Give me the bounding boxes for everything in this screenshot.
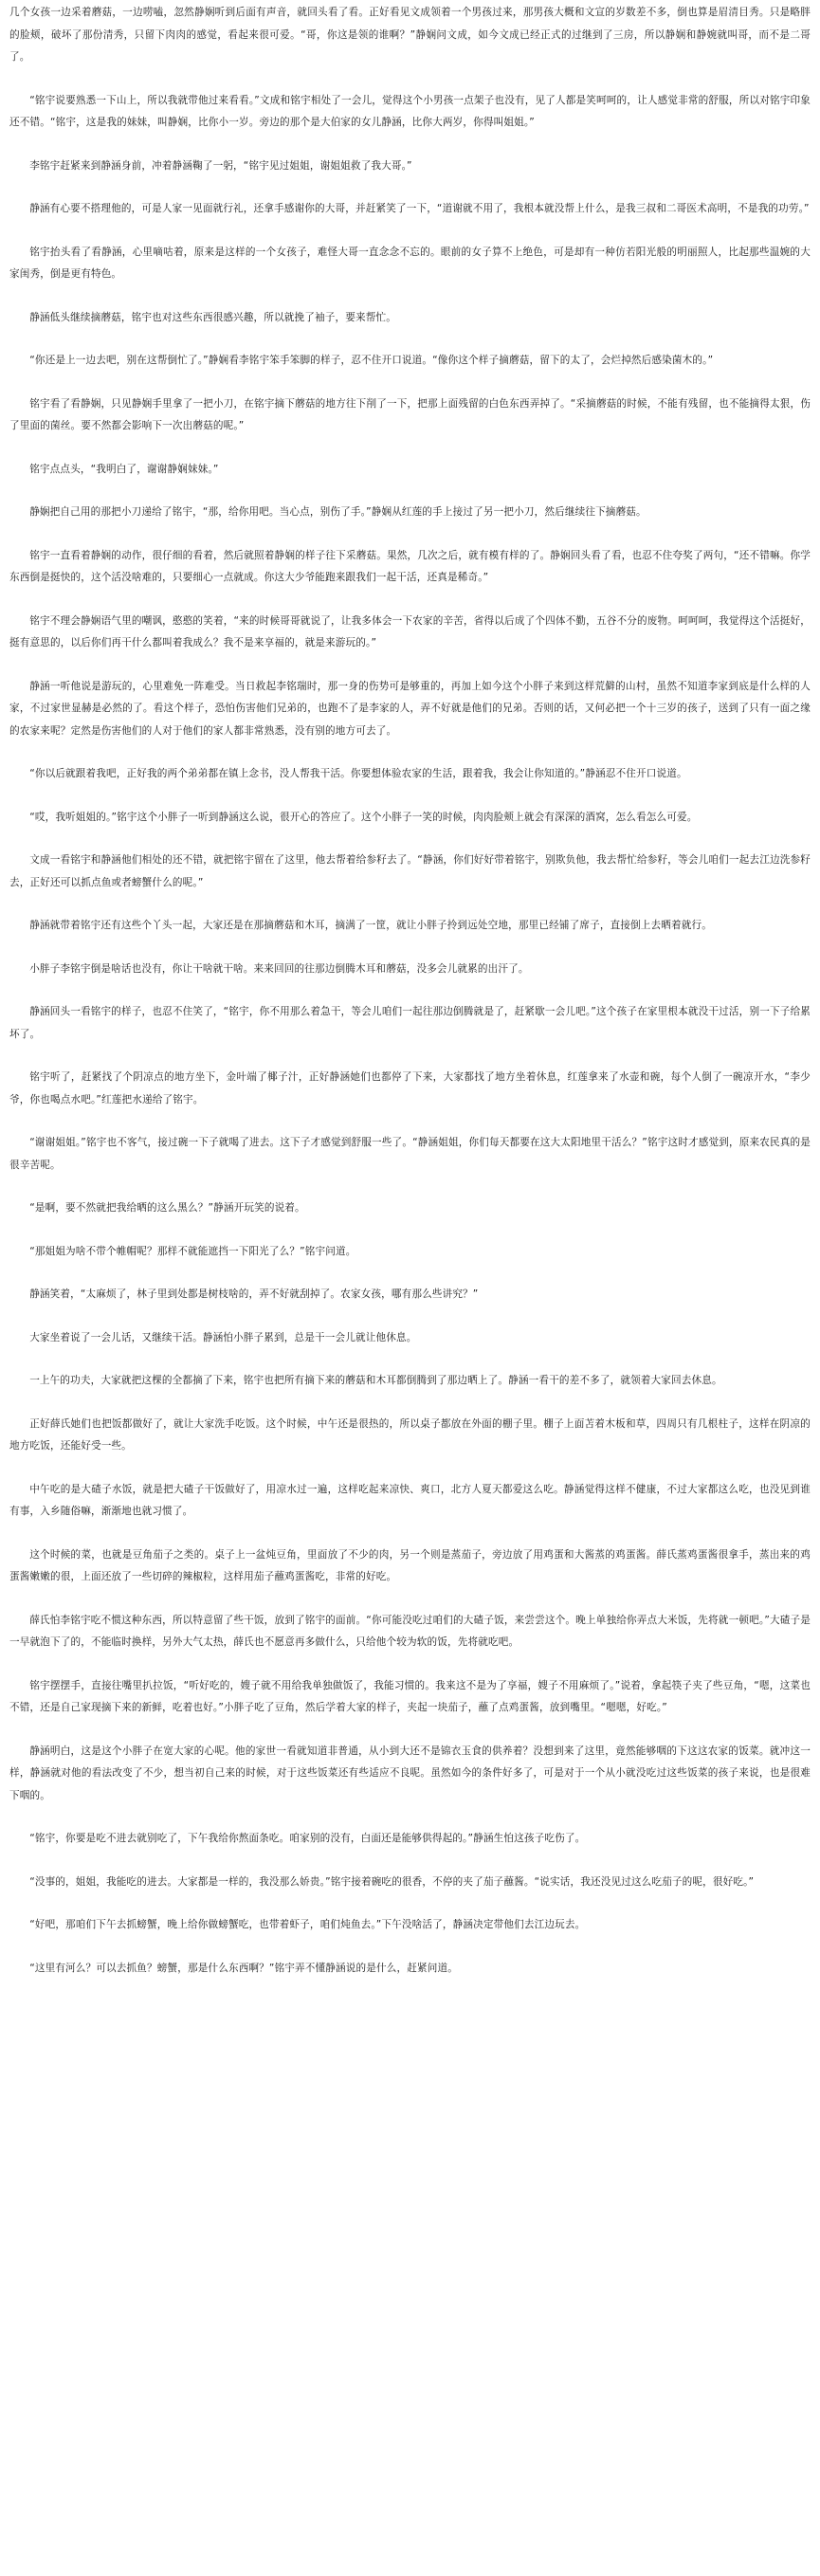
paragraph: “铭宇说要熟悉一下山上，所以我就带他过来看看。”文成和铭宇相处了一会儿，觉得这个小男孩一点架子也没有，见了人都是笑呵呵的，让人感觉非常的舒服，所以对铭宇印象还不错。“铭宇，这是我的妹妹，叫静娴，比你小一岁。旁边的那个是大伯家的女儿静涵，比你大两岁，你得叫姐姐。” — [9, 94, 811, 128]
paragraph: 李铭宇赶紧来到静涵身前，冲着静涵鞠了一躬，“铭宇见过姐姐，谢姐姐救了我大哥。” — [29, 159, 412, 172]
paragraph: 正好薛氏她们也把饭都做好了，就让大家洗手吃饭。这个时候，中午还是很热的，所以桌子都放在外面的棚子里。棚子上面苫着木板和草，四周只有几根柱子，这样在阴凉的地方吃饭，还能好受一些。 — [9, 1417, 811, 1452]
paragraph: 静涵笑着，“太麻烦了，林子里到处都是树枝啥的，弄不好就刮掉了。农家女孩，哪有那么些讲究？” — [29, 1288, 479, 1300]
paragraph: “谢谢姐姐。”铭宇也不客气，接过碗一下子就喝了进去。这下子才感觉到舒服一些了。“静涵姐姐，你们每天都要在这大太阳地里干活么？”铭宇这时才感觉到，原来农民真的是很辛苦呢。 — [9, 1137, 811, 1171]
paragraph: “铭宇，你要是吃不进去就别吃了，下午我给你熬面条吃。咱家别的没有，白面还是能够供得起的。”静涵生怕这孩子吃伤了。 — [29, 1833, 586, 1844]
paragraph: “哎，我听姐姐的。”铭宇这个小胖子一听到静涵这么说，很开心的答应了。这个小胖子一笑的时候，肉肉脸颊上就会有深深的酒窝，怎么看怎么可爱。 — [29, 811, 698, 823]
paragraph: 几个女孩一边采着蘑菇，一边唠嗑，忽然静娴听到后面有声音，就回头看了看。正好看见文成领着一个男孩过来，那男孩大概和文宣的岁数差不多，倒也算是眉清目秀。只是略胖的脸颊，破坏了那份清秀，只留下肉肉的感觉，看起来很可爱。“哥，你这是领的谁啊？”静娴问文成，如今文成已经正式的过继到了三房，所以静娴和静婉就叫哥，而不是二哥了。 — [9, 7, 811, 63]
paragraph: 静娴把自己用的那把小刀递给了铭宇，“那，给你用吧。当心点，别伤了手。”静娴从红莲的手上接过了另一把小刀，然后继续往下摘蘑菇。 — [29, 506, 647, 518]
paragraph: 铭宇听了，赶紧找了个阴凉点的地方坐下，金叶端了椰子汁，正好静涵她们也都停了下来，大家都找了地方坐着休息，红莲拿来了水壶和碗，每个人倒了一碗凉开水，“李少爷，你也喝点水吧。”红莲把水递给了铭宇。 — [9, 1071, 811, 1105]
paragraph: “是啊，要不然就把我给晒的这么黑么？”静涵开玩笑的说着。 — [29, 1202, 305, 1214]
paragraph: 这个时候的菜，也就是豆角茄子之类的。桌子上一盆炖豆角，里面放了不少的肉，另一个则是蒸茄子，旁边放了用鸡蛋和大酱蒸的鸡蛋酱。薛氏蒸鸡蛋酱很拿手，蒸出来的鸡蛋酱嫩嫩的很，上面还放了一些切碎的辣椒粒，这样用茄子蘸鸡蛋酱吃，非常的好吃。 — [9, 1548, 811, 1582]
paragraph: 铭宇不理会静娴语气里的嘲讽，憨憨的笑着，“来的时候哥哥就说了，让我多体会一下农家的辛苦，省得以后成了个四体不勤，五谷不分的废物。呵呵呵，我觉得这个活挺好，挺有意思的，以后你们再干什么都叫着我成么？我不是来享福的，就是来游玩的。” — [9, 614, 811, 649]
paragraph: 薛氏怕李铭宇吃不惯这种东西，所以特意留了些干饭，放到了铭宇的面前。“你可能没吃过咱们的大碴子饭，来尝尝这个。晚上单独给你弄点大米饭，先将就一顿吧。”大碴子是一早就泡下了的，不能临时换样，另外大气太热，薛氏也不愿意再多做什么，只给他个较为软的饭，先将就吃吧。 — [9, 1614, 811, 1648]
paragraph: 铭宇摆摆手，直接往嘴里扒拉饭，“听好吃的，嫂子就不用给我单独做饭了，我能习惯的。我来这不是为了享福，嫂子不用麻烦了。”说着，拿起筷子夹了些豆角，“嗯，这菜也不错，还是自己家现摘下来的新鲜，吃着也好。”小胖子吃了豆角，然后学着大家的样子，夹起一块茄子，蘸了点鸡蛋酱，放到嘴里。“嗯嗯，好吃。” — [9, 1679, 811, 1713]
paragraph: 一上午的功夫，大家就把这棵的全都摘了下来，铭宇也把所有摘下来的蘑菇和木耳都倒腾到了那边晒上了。静涵一看干的差不多了，就领着大家回去休息。 — [29, 1375, 722, 1386]
paragraph: 中午吃的是大碴子水饭，就是把大碴子干饭做好了，用凉水过一遍，这样吃起来凉快、爽口，北方人夏天都爱这么吃。静涵觉得这样不健康，不过大家都这么吃，也没见到谁有事，入乡随俗嘛，渐渐地也就习惯了。 — [9, 1483, 811, 1517]
paragraph: “这里有河么？可以去抓鱼？螃蟹，那是什么东西啊？”铭宇弄不懂静涵说的是什么，赶紧问道。 — [29, 1962, 458, 1974]
paragraph: 静涵低头继续摘蘑菇，铭宇也对这些东西很感兴趣，所以就挽了袖子，要来帮忙。 — [29, 311, 396, 323]
paragraph: 静涵就带着铭宇还有这些个丫头一起，大家还是在那摘蘑菇和木耳，摘满了一筐，就让小胖子拎到远处空地，那里已经铺了席子，直接倒上去晒着就行。 — [29, 920, 713, 931]
paragraph: 铭宇点点头，“我明白了，谢谢静娴妹妹。” — [29, 463, 219, 475]
paragraph: 铭宇看了看静娴，只见静娴手里拿了一把小刀，在铭宇摘下蘑菇的地方往下削了一下，把那上面残留的白色东西弄掉了。“采摘蘑菇的时候，不能有残留，也不能摘得太狠，伤了里面的菌丝。要不然都会影响下一次出蘑菇的呢。” — [9, 397, 811, 431]
paragraph: “那姐姐为啥不带个帷帽呢？那样不就能遮挡一下阳光了么？”铭宇问道。 — [29, 1245, 356, 1257]
paragraph: 文成一看铭宇和静涵他们相处的还不错，就把铭宇留在了这里，他去帮着给参籽去了。“静涵，你们好好带着铭宇，别欺负他，我去帮忙给参籽，等会儿咱们一起去江边洗参籽去，正好还可以抓点鱼或者螃蟹什么的呢。” — [9, 854, 811, 888]
paragraph: “好吧，那咱们下午去抓螃蟹，晚上给你做螃蟹吃，也带着虾子，咱们炖鱼去。”下午没啥活了，静涵决定带他们去江边玩去。 — [29, 1919, 586, 1930]
paragraph: 静涵明白，这是这个小胖子在宽大家的心呢。他的家世一看就知道非普通，从小到大还不是锦衣玉食的供养着？没想到来了这里，竟然能够咽的下这这农家的饭菜。就冲这一样，静涵就对他的看法改变了不少，想当初自己来的时候，对于这些饭菜还有些适应不良呢。虽然如今的条件好多了，可是对于一个从小就没吃过这些饭菜的孩子来说，也是很难下咽的。 — [9, 1745, 811, 1801]
paragraph: 小胖子李铭宇倒是啥话也没有，你让干啥就干啥。来来回回的往那边倒腾木耳和蘑菇，没多会儿就累的出汗了。 — [29, 962, 529, 975]
paragraph: 静涵有心要不搭理他的，可是人家一见面就行礼，还拿手感谢你的大哥，并赶紧笑了一下，“道谢就不用了，我根本就没帮上什么，是我三叔和二哥医术高明，不是我的功劳。” — [29, 203, 810, 214]
paragraph: 静涵回头一看铭宇的样子，也忍不住笑了，“铭宇，你不用那么着急干，等会儿咱们一起往那边倒腾就是了，赶紧歇一会儿吧。”这个孩子在家里根本就没干过活，别一下子给累坏了。 — [9, 1006, 811, 1040]
paragraph: 铭宇一直看着静娴的动作，很仔细的看着，然后就照着静娴的样子往下采蘑菇。果然，几次之后，就有模有样的了。静娴回头看了看，也忍不住夸奖了两句，“还不错嘛。你学东西倒是挺快的，这个活没啥难的，只要细心一点就成。你这大少爷能跑来跟我们一起干活，还真是稀奇。” — [9, 549, 811, 583]
paragraph: 铭宇抬头看了看静涵，心里嘀咕着，原来是这样的一个女孩子，难怪大哥一直念念不忘的。眼前的女子算不上绝色，可是却有一种仿若阳光般的明丽照人，比起那些温婉的大家闺秀，倒是更有特色。 — [9, 246, 811, 280]
paragraph: “你还是上一边去吧，别在这帮倒忙了。”静娴看李铭宇笨手笨脚的样子，忍不住开口说道。“像你这个样子摘蘑菇，留下的太了，会烂掉然后感染菌木的。” — [29, 355, 714, 366]
paragraph: 静涵一听他说是游玩的，心里难免一阵难受。当日救起李铭瑞时，那一身的伤势可是够重的，再加上如今这个小胖子来到这样荒僻的山村，虽然不知道李家到底是什么样的人家，不过家世显赫是必然的了。看这个样子，恐怕伤害他们兄弟的，也跑不了是李家的人，弄不好就是他们的兄弟。否则的话，又何必把一个十三岁的孩子，送到了只有一面之缘的农家来呢？定然是伤害他们的人对于他们的家人都非常熟悉，没有别的地方可去了。 — [9, 680, 811, 737]
paragraph: “没事的，姐姐，我能吃的进去。大家都是一样的，我没那么娇贵。”铭宇接着碗吃的很香，不停的夹了茄子蘸酱。“说实话，我还没见过这么吃茄子的呢，很好吃。” — [29, 1875, 755, 1888]
paragraph: 大家坐着说了一会儿话，又继续干活。静涵怕小胖子累到，总是干一会儿就让他休息。 — [29, 1331, 417, 1343]
paragraph: “你以后就跟着我吧，正好我的两个弟弟都在镇上念书，没人帮我干活。你要想体验农家的生活，跟着我，我会让你知道的。”静涵忍不住开口说道。 — [29, 768, 687, 779]
